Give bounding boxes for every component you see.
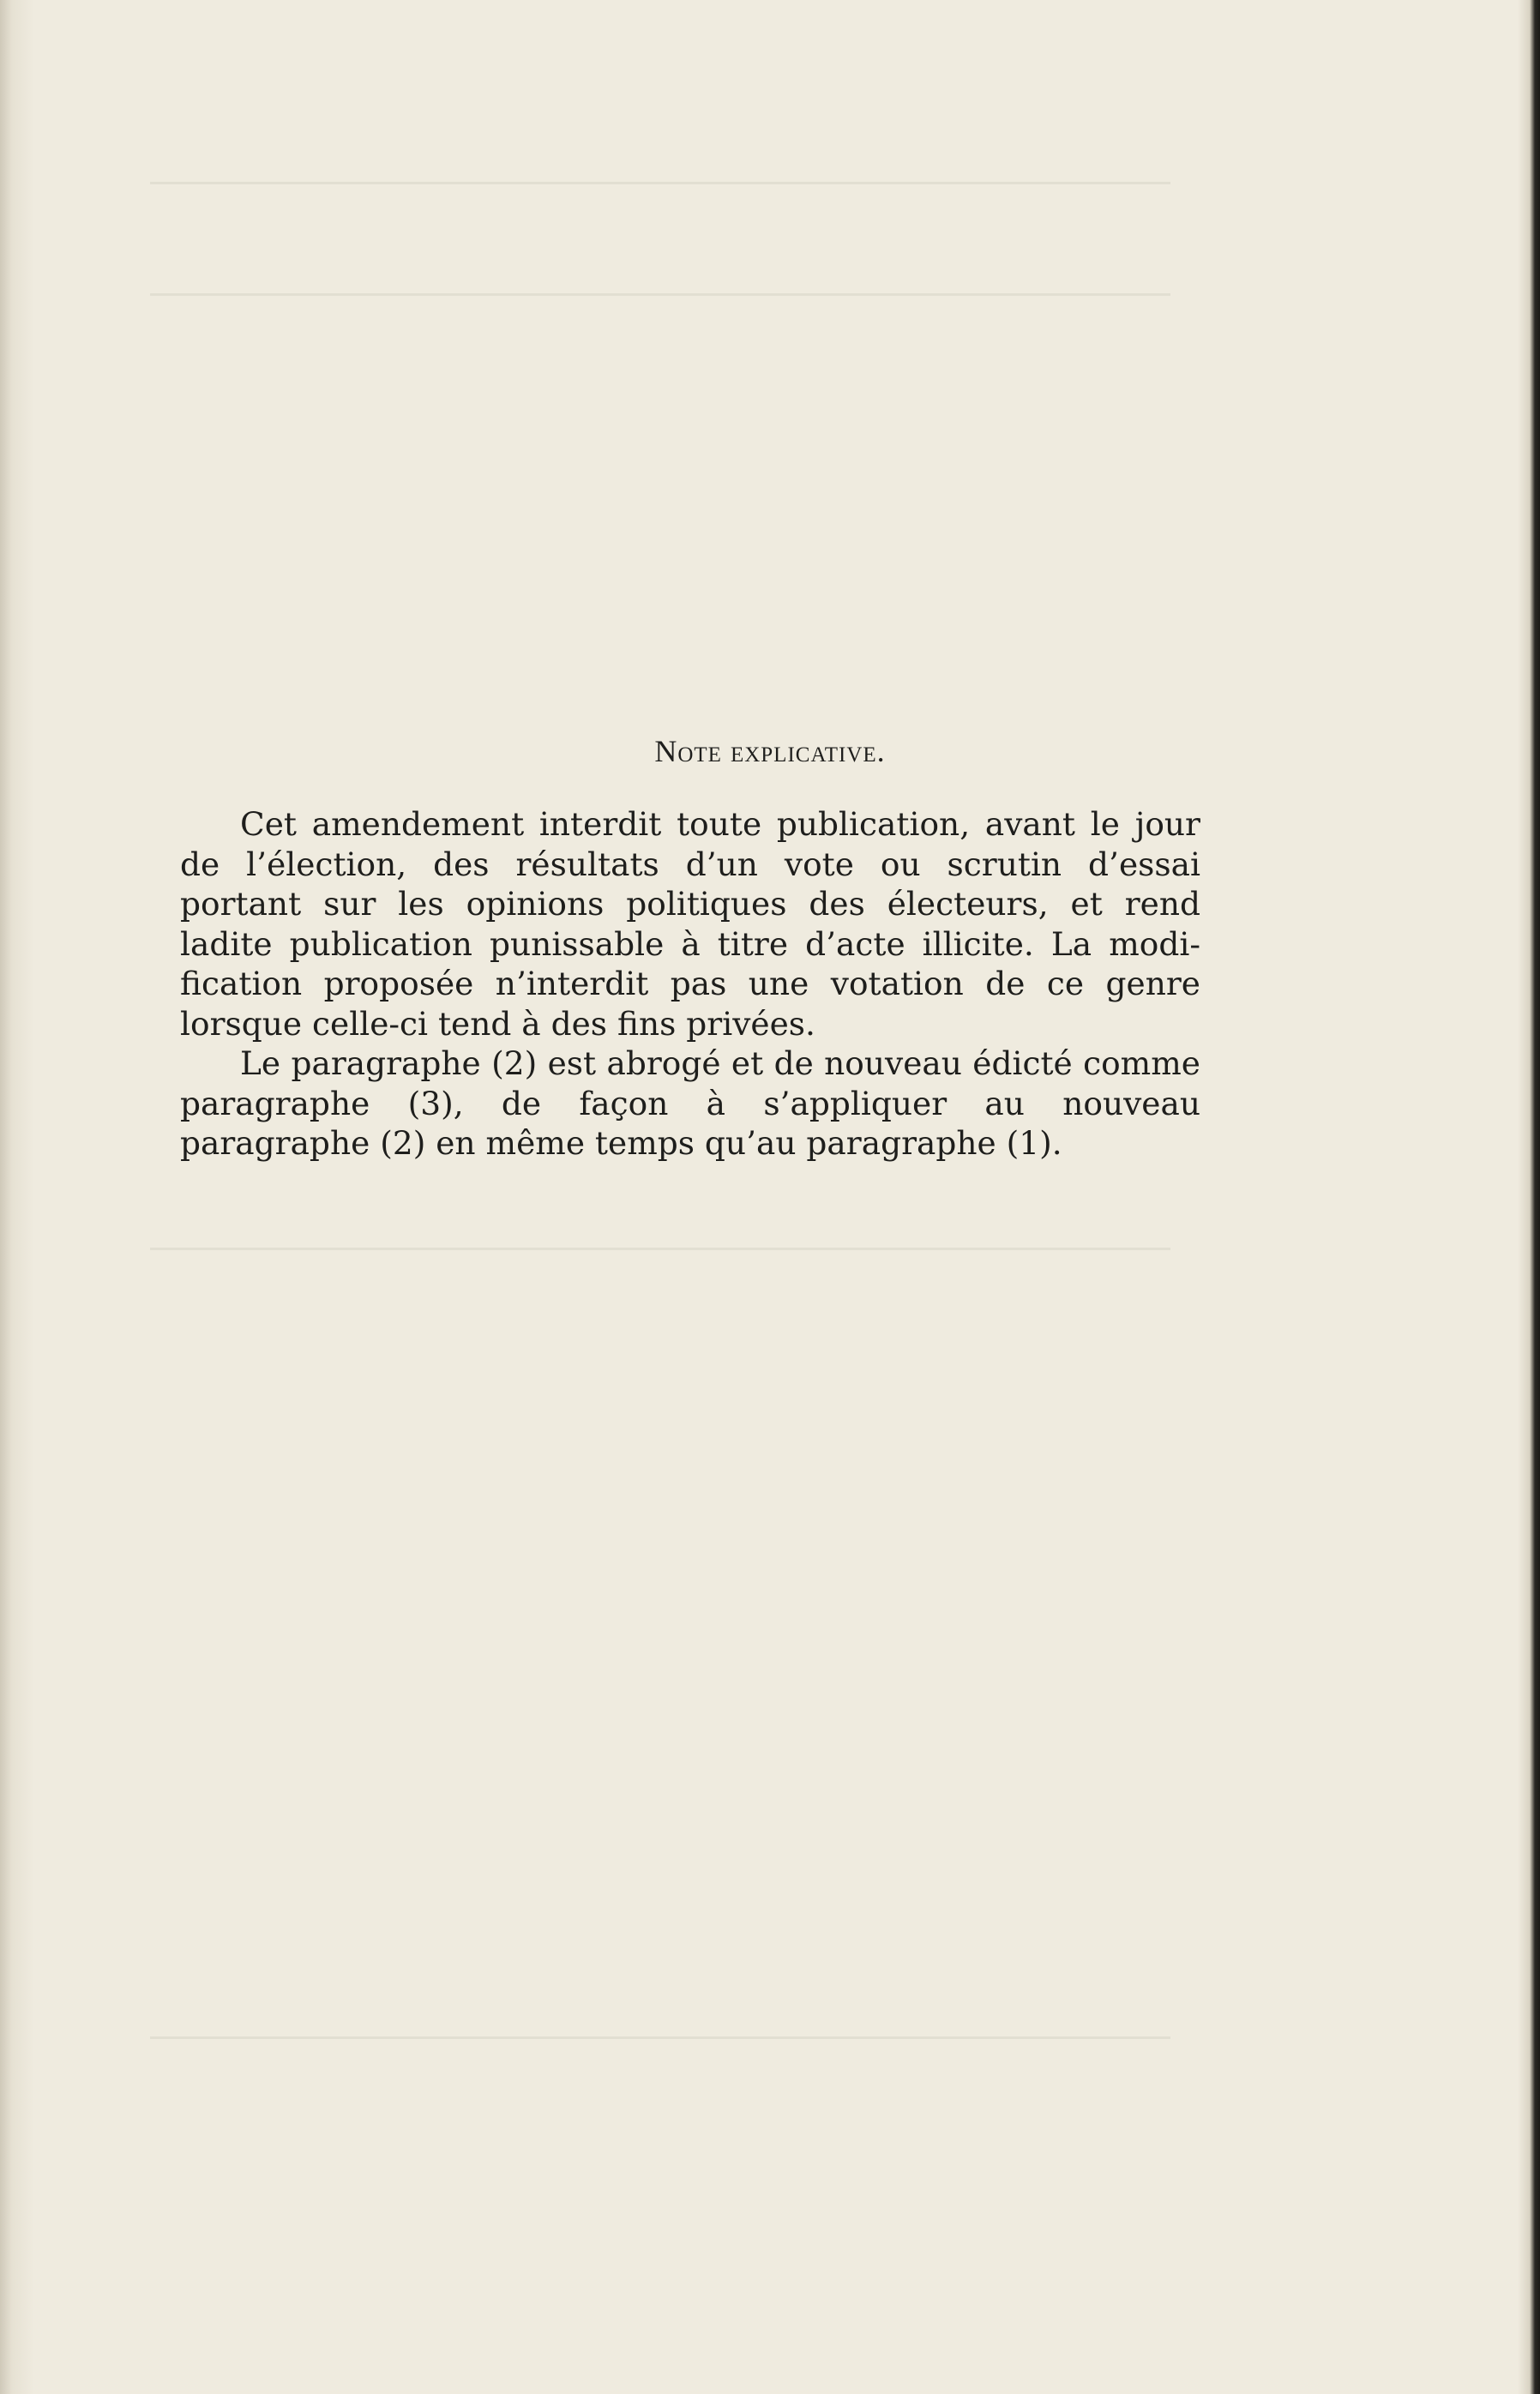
paragraph: Cet amendement interdit toute publication, avant le jour de l’élection, des résultats d’un vote ou scrutin d’essai portant sur les opinions politiques des électeurs, et rend ladite publication punissable à titre d’acte illicite. La modification proposée n’interdit pas une votation de ce genre lorsque celle-ci tend à des fins privées. bbox=[180, 805, 1200, 1043]
paragraph: Le paragraphe (2) est abrogé et de nouveau édicté comme paragraphe (3), de façon à s’appliquer au nouveau paragraphe (2) en même temps qu’au paragraphe (1). bbox=[180, 1044, 1200, 1162]
show-through-rule bbox=[150, 1248, 1170, 1250]
page-title: Note explicative. bbox=[654, 734, 886, 768]
show-through-rule bbox=[150, 2036, 1170, 2039]
explanatory-note-body bbox=[180, 804, 1200, 1164]
show-through-rule bbox=[150, 182, 1170, 184]
show-through-rule bbox=[150, 293, 1170, 296]
